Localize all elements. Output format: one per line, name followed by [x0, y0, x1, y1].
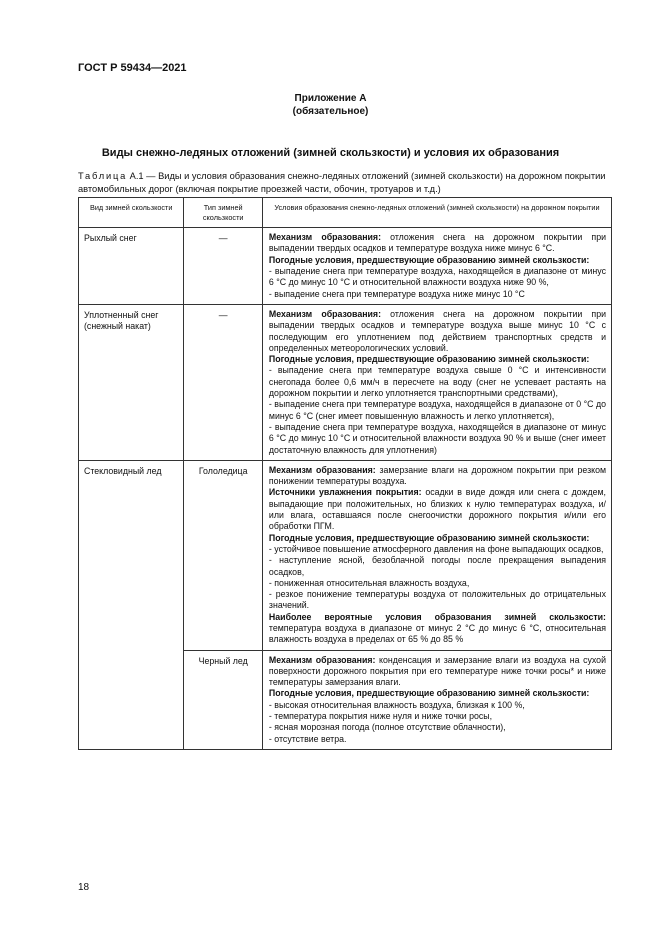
mechanism-paragraph: [269, 232, 606, 255]
mechanism-paragraph: [269, 309, 606, 354]
mechanism-text: отложения снега на дорожном покрытии при выпадении твердых осадков и температуре воздуха ниже минус 6 °С.: [268, 232, 606, 254]
mechanism-paragraph: [269, 465, 606, 488]
table-caption: [78, 170, 618, 195]
moisture-source-label: Источники увлажнения покрытия:: [268, 487, 422, 498]
likely-conditions-paragraph: [269, 612, 606, 646]
page-number: 18: [78, 882, 90, 893]
list-item: - пониженная относительная влажность воздуха,: [268, 577, 470, 588]
list-item: - устойчивое повышение атмосферного давления на фоне выпадающих осадков,: [268, 543, 604, 554]
list-item: - выпадение снега при температуре воздуха, находящейся в диапазоне от минус 6 °С до минус 10 °С и относительной влажности воздуха ниже 90 %,: [268, 266, 606, 288]
list-item: - выпадение снега при температуре воздуха ниже минус 10 °С: [268, 288, 525, 299]
list-item: - температура покрытия ниже нуля и ниже точки росы,: [268, 711, 493, 722]
list-item: - наступление ясной, безоблачной погоды после прекращения выпадения осадков,: [268, 555, 606, 577]
mechanism-label: Механизм образования:: [268, 654, 376, 665]
cell-conditions: [262, 460, 611, 650]
mechanism-text: конденсация и замерзание влаги из воздуха на сухой поверхности дорожного покрытия при его температуре ниже точки росы* и ниже температуры замерзания влаги.: [268, 654, 606, 688]
mechanism-text: отложения снега на дорожном покрытии при выпадении твердых осадков и температуре воздуха выше минус 10 °С с последующим его уплотнением под действием транспортных средств и определенных метеорологических условий.: [268, 308, 606, 353]
appendix-subtitle: (обязательное): [292, 106, 369, 117]
table-caption-text: А.1 — Виды и условия образования снежно-ледяных отложений (зимней скользкости) на дорожном покрытии автомобильных дорог (включая покрытие проезжей части, обочин, тротуаров и т.д.): [78, 171, 606, 194]
table-header-row: [79, 198, 612, 228]
mechanism-paragraph: [269, 655, 606, 689]
cell-type: —: [184, 228, 262, 305]
list-item: - отсутствие ветра.: [268, 733, 347, 744]
list-item: - резкое понижение температуры воздуха от положительных до отрицательных значений.: [268, 589, 606, 611]
mechanism-label: Механизм образования:: [268, 308, 381, 319]
cell-conditions: [262, 650, 611, 749]
cell-kind: Стекловидный лед: [79, 460, 184, 749]
moisture-source-paragraph: [269, 487, 606, 532]
table-caption-label: Таблица: [78, 171, 128, 181]
icing-types-table: [78, 197, 612, 750]
likely-conditions-label: Наиболее вероятные условия образования зимней скользкости:: [268, 611, 606, 622]
cell-type: Черный лед: [184, 650, 262, 749]
list-item: - ясная морозная погода (полное отсутствие облачности),: [268, 722, 506, 733]
cell-type: Гололедица: [184, 460, 262, 650]
mechanism-text: замерзание влаги на дорожном покрытии при резком понижении температуры воздуха.: [268, 464, 607, 487]
cell-kind: Уплотненный снег (снежный накат): [79, 304, 184, 460]
list-item: - выпадение снега при температуре воздуха, находящейся в диапазоне от 0 °С до минус 6 °С (снег имеет повышенную влажность и легко уплотняется),: [268, 399, 606, 421]
cell-kind: Рыхлый снег: [79, 228, 184, 305]
appendix-title: Приложение А: [294, 93, 367, 104]
mechanism-label: Механизм образования:: [268, 464, 376, 475]
table-row: [79, 460, 612, 650]
list-item: - высокая относительная влажность воздуха, близкая к 100 %,: [268, 699, 525, 710]
column-header-conditions: Условия образования снежно-ледяных отложений (зимней скользкости) на дорожном покрытии: [262, 198, 611, 228]
list-item: - выпадение снега при температуре воздуха свыше 0 °С и интенсивности снегопада более 0,6 мм/ч в пересчете на воду (снег не успевает растаять на дорожном покрытии и легко уплотняется транспортными средствами),: [268, 365, 606, 399]
document-code: ГОСТ Р 59434—2021: [78, 62, 187, 74]
cell-type: —: [184, 304, 262, 460]
column-header-kind: Вид зимней скользкости: [79, 198, 184, 228]
cell-conditions: [262, 304, 611, 460]
weather-label: Погодные условия, предшествующие образованию зимней скользкости:: [268, 688, 590, 699]
table-row: [79, 304, 612, 460]
weather-label: Погодные условия, предшествующие образованию зимней скользкости:: [268, 532, 590, 543]
weather-label: Погодные условия, предшествующие образованию зимней скользкости:: [268, 354, 590, 365]
section-title: Виды снежно-ледяных отложений (зимней скользкости) и условия их образования: [101, 147, 560, 159]
table-row: [79, 228, 612, 305]
likely-conditions-text: температура воздуха в диапазоне от минус 2 °С до минус 6 °С, относительная влажность воздуха в пределах от 65 % до 85 %: [268, 622, 606, 645]
cell-conditions: [262, 228, 611, 305]
moisture-source-text: осадки в виде дождя или снега с дождем, выпадающие при положительных, но близких к нулю температурах воздуха, и/или влага, оставшаяся после снегоочистки дорожного покрытия и/или его обработки ПГМ.: [268, 487, 606, 532]
column-header-type: Тип зимней скользкости: [184, 198, 262, 228]
weather-label: Погодные условия, предшествующие образованию зимней скользкости:: [268, 254, 590, 265]
mechanism-label: Механизм образования:: [268, 232, 381, 243]
list-item: - выпадение снега при температуре воздуха, находящейся в диапазоне от минус 6 °С до минус 10 °С и относительной влажности воздуха 90 % и выше (снег имеет достаточную влажность для уплотнения): [268, 421, 606, 455]
